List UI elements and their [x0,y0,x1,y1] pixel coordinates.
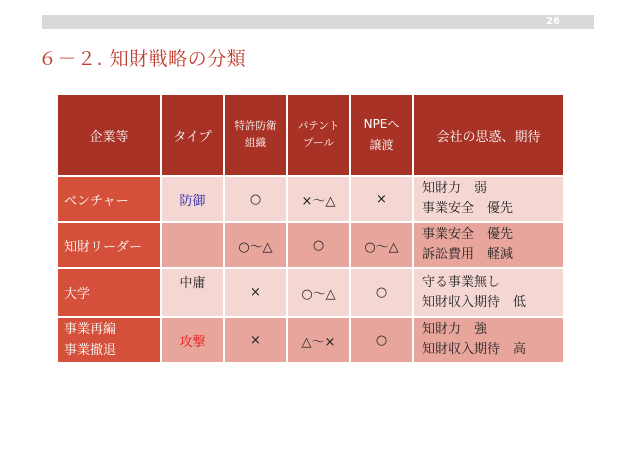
row-type: 中庸 [161,268,224,317]
row-network: ○～△ [224,222,287,268]
row-company: 大学 [57,268,161,317]
table-row [57,317,564,363]
row-company: ベンチャー [57,176,161,222]
row-type: 防御 [161,176,224,222]
row-thoughts [413,176,564,222]
header-row [57,94,564,176]
row-thoughts-line1: 事業安全 優先 [422,227,514,242]
header-type: タイプ [161,94,224,176]
header-patent-pool [287,94,350,176]
row-thoughts-line2: 知財収入期待 高 [422,342,527,357]
table-row [57,176,564,222]
header-patent-pool-line2: プール [303,137,334,149]
page-number: 26 [546,16,560,27]
row-type [161,222,224,268]
header-thoughts: 会社の思惑、期待 [413,94,564,176]
header-npe [350,94,413,176]
row-pool: ○～△ [287,268,350,317]
row-company-line2: 事業撤退 [64,343,117,358]
row-thoughts [413,222,564,268]
row-type: 攻撃 [161,317,224,363]
row-thoughts [413,317,564,363]
row-thoughts-line2: 知財収入期待 低 [422,294,527,310]
row-network: × [224,317,287,363]
header-patent-network [224,94,287,176]
row-company-line1: 事業再編 [64,322,117,337]
header-patent-pool-line1: パテント [297,120,340,132]
row-company: 知財リーダー [57,222,161,268]
table-row [57,268,564,317]
header-npe-line2: 譲渡 [369,138,394,152]
header-npe-line1: NPEへ [363,117,400,131]
header-patent-network-line2: 組織 [245,137,266,149]
top-bar [42,15,594,29]
strategy-table [56,93,565,364]
row-pool: ×～△ [287,176,350,222]
row-pool: △～× [287,317,350,363]
row-company [57,317,161,363]
row-npe: ○ [350,268,413,317]
row-npe: ○ [350,317,413,363]
row-network: × [224,268,287,317]
row-thoughts-line1: 守る事業無し [422,274,501,290]
row-pool: ○ [287,222,350,268]
row-thoughts-line1: 知財力 弱 [422,181,488,196]
row-npe: ○～△ [350,222,413,268]
row-thoughts-line2: 訴訟費用 軽減 [422,247,514,262]
header-company: 企業等 [57,94,161,176]
header-patent-network-line1: 特許防衛 [234,120,277,132]
row-npe: × [350,176,413,222]
row-network: ○ [224,176,287,222]
table-row [57,222,564,268]
row-thoughts-line2: 事業安全 優先 [422,201,514,216]
row-thoughts [413,268,564,317]
row-thoughts-line1: 知財力 強 [422,322,488,337]
slide-title: ６－２. 知財戦略の分類 [38,48,247,70]
